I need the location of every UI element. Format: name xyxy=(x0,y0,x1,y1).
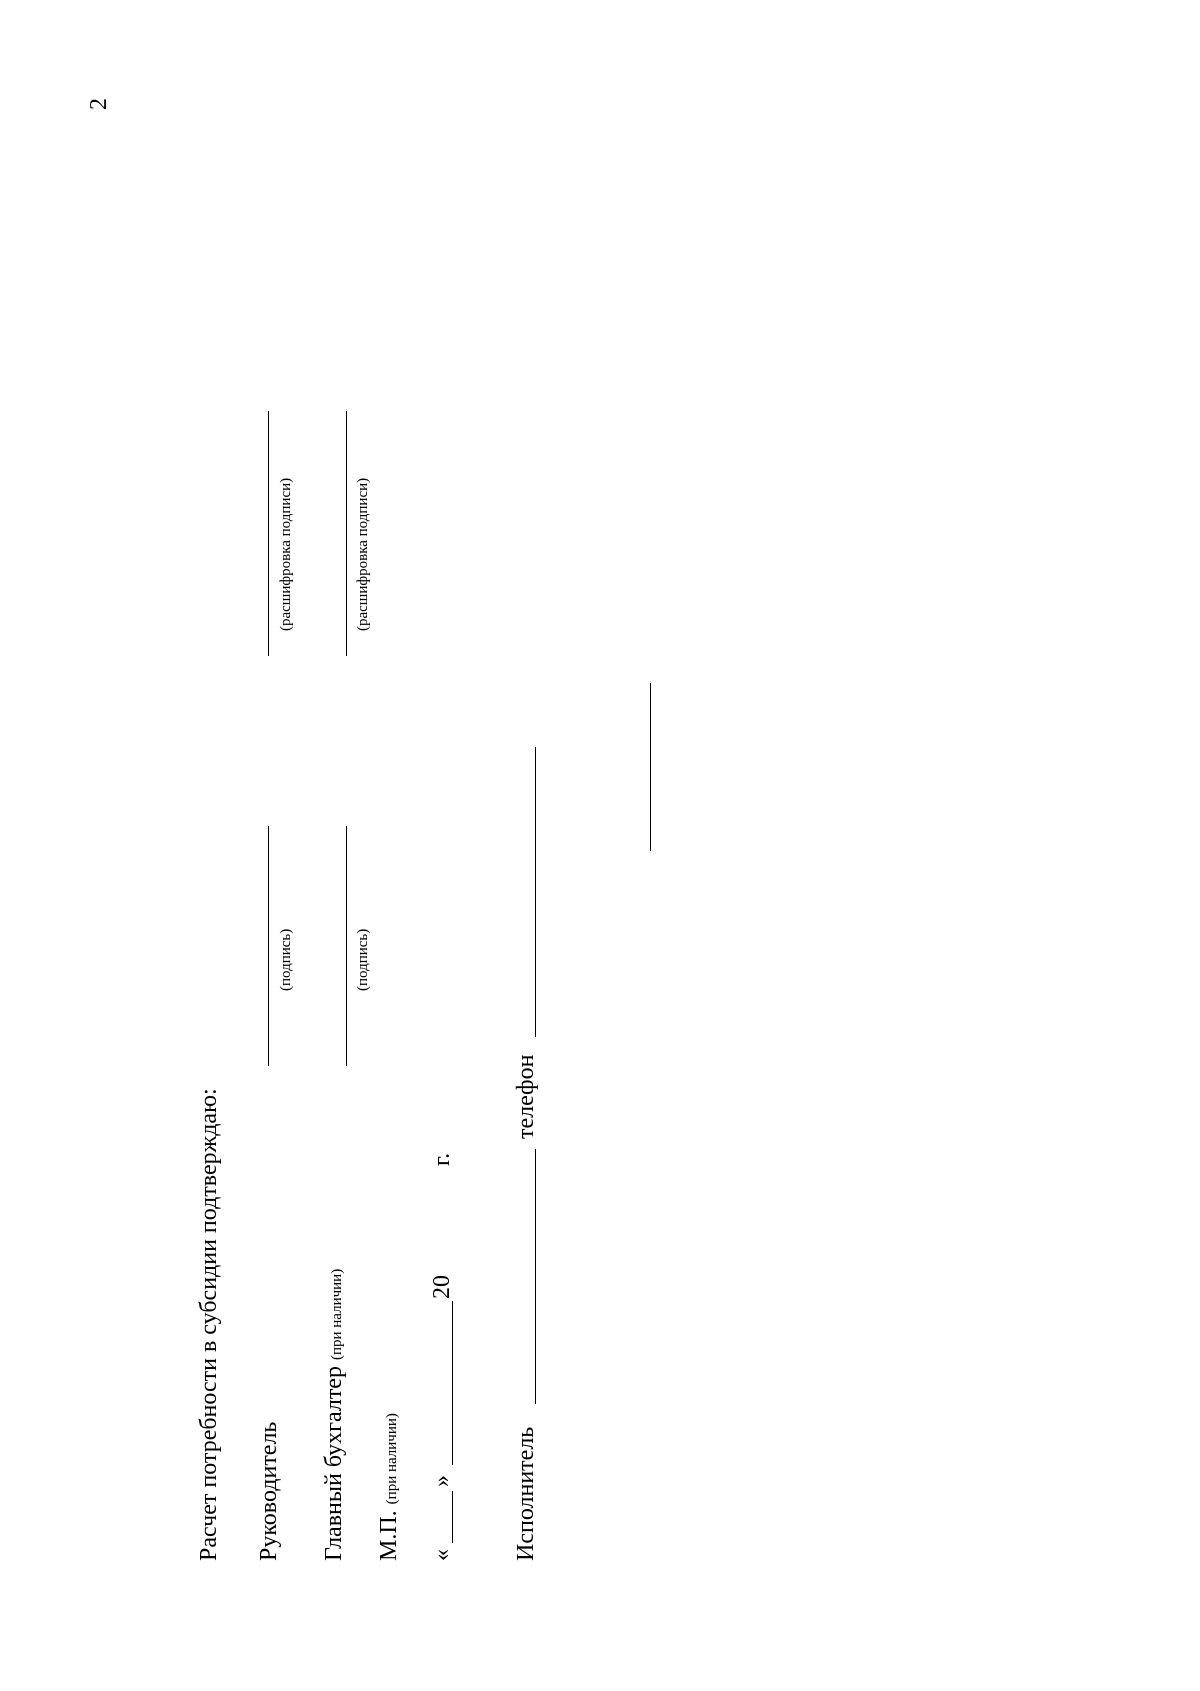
phone-line xyxy=(535,747,536,1037)
stamp-note: (при наличии) xyxy=(384,1413,400,1505)
date-close-quote: » xyxy=(429,1475,455,1487)
date-day-line xyxy=(452,1491,453,1543)
head-signature-caption: (подпись) xyxy=(278,928,294,991)
accountant-note: (при наличии) xyxy=(329,1268,345,1361)
stamp-label xyxy=(375,1413,403,1561)
date-year-prefix: 20 xyxy=(429,1275,455,1299)
extra-line xyxy=(650,683,651,851)
accountant-signature-line xyxy=(346,826,347,1066)
accountant-transcript-caption: (расшифровка подписи) xyxy=(355,477,371,631)
head-signature-line xyxy=(268,826,269,1066)
head-label: Руководитель xyxy=(256,1421,282,1561)
date-year-suffix: г. xyxy=(429,1152,455,1166)
accountant-title: Главный бухгалтер xyxy=(321,1366,347,1561)
phone-label: телефон xyxy=(513,1054,539,1139)
page-number: 2 xyxy=(86,98,112,110)
head-transcript-caption: (расшифровка подписи) xyxy=(278,477,294,631)
accountant-signature-caption: (подпись) xyxy=(355,928,371,991)
date-month-line xyxy=(452,1301,453,1465)
form-heading: Расчет потребности в субсидии подтверждаю: xyxy=(196,1088,222,1561)
date-open-quote: « xyxy=(429,1549,455,1561)
stamp-title: М.П. xyxy=(376,1510,402,1561)
executor-line xyxy=(535,1149,536,1404)
executor-label: Исполнитель xyxy=(513,1426,539,1561)
accountant-label xyxy=(320,1269,348,1561)
accountant-transcript-line xyxy=(346,411,347,656)
head-transcript-line xyxy=(268,411,269,656)
